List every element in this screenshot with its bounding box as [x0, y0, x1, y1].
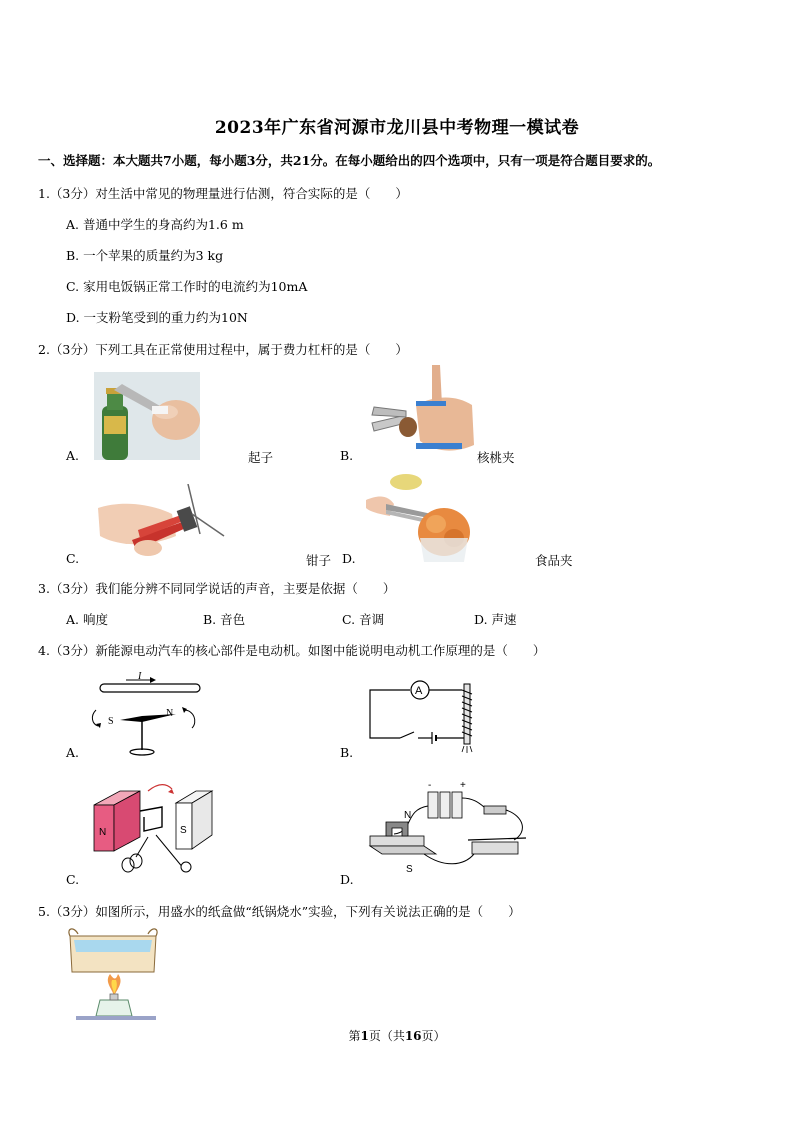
footer-total-pages: 16	[404, 1029, 422, 1043]
footer-prefix: 第	[348, 1029, 361, 1043]
magnet-n-label: N	[99, 827, 107, 838]
question-1-option-a: A. 普通中学生的身高约为1.6 m	[66, 217, 244, 232]
question-2-caption-b: 核桃夹	[477, 450, 515, 465]
question-2-caption-c: 钳子	[306, 553, 332, 568]
compass-s-label: S	[108, 716, 114, 727]
bottle-opener-image	[94, 372, 200, 460]
question-2-option-d: D.	[342, 551, 356, 566]
question-2-stem: 2.（3分）下列工具在正常使用过程中，属于费力杠杆的是（ ）	[38, 342, 408, 357]
ammeter-label: A	[415, 685, 423, 697]
nutcracker-image	[366, 365, 478, 461]
compass-n-label: N	[166, 708, 174, 719]
oersted-experiment-figure	[86, 670, 208, 762]
question-1-option-c: C. 家用电饭锅正常工作时的电流约为10mA	[66, 279, 308, 294]
section-heading: 一、选择题：本大题共7小题，每小题3分，共21分。在每小题给出的四个选项中，只有一项是符合题目要求的。	[38, 153, 661, 168]
question-3-option-b: B. 音色	[203, 612, 246, 627]
footer-page-number: 1	[360, 1029, 369, 1043]
battery-minus-label: -	[428, 780, 432, 791]
question-2-option-c: C.	[66, 551, 80, 566]
generator-figure	[92, 777, 218, 877]
paper-pot-boiling-figure	[66, 926, 162, 1026]
motor-circuit-figure	[364, 776, 534, 880]
question-4-option-a: A.	[66, 745, 80, 760]
question-1-option-b: B. 一个苹果的质量约为3 kg	[66, 248, 224, 263]
page-footer	[0, 1027, 794, 1044]
question-4-option-d: D.	[340, 872, 354, 887]
food-tongs-image	[366, 472, 478, 562]
footer-suffix: 页）	[421, 1029, 446, 1043]
question-4-stem: 4.（3分）新能源电动汽车的核心部件是电动机。如图中能说明电动机工作原理的是（ ）	[38, 643, 546, 658]
question-1-option-d: D. 一支粉笔受到的重力约为10N	[66, 310, 248, 325]
question-4-option-c: C.	[66, 872, 80, 887]
page-title: 2023年广东省河源市龙川县中考物理一模试卷	[214, 118, 580, 138]
question-3-option-c: C. 音调	[342, 612, 385, 627]
question-2-option-b: B.	[340, 448, 354, 463]
battery-plus-label: +	[460, 780, 466, 791]
motor-n-label: N	[404, 810, 412, 821]
electromagnet-circuit-figure	[366, 680, 482, 756]
footer-mid: 页（共	[368, 1029, 405, 1043]
question-4-option-b: B.	[340, 745, 354, 760]
question-3-stem: 3.（3分）我们能分辨不同同学说话的声音，主要是依据（ ）	[38, 581, 396, 596]
magnet-s-label: S	[180, 825, 187, 836]
pliers-image	[92, 484, 226, 562]
question-3-option-a: A. 响度	[66, 612, 108, 627]
question-2-option-a: A.	[66, 448, 80, 463]
question-2-caption-a: 起子	[248, 450, 274, 465]
question-1-stem: 1.（3分）对生活中常见的物理量进行估测，符合实际的是（ ）	[38, 186, 408, 201]
question-3-option-d: D. 声速	[474, 612, 517, 627]
question-2-caption-d: 食品夹	[535, 553, 573, 568]
motor-s-label: S	[406, 864, 413, 875]
question-5-stem: 5.（3分）如图所示，用盛水的纸盒做“纸锅烧水”实验，下列有关说法正确的是（ ）	[38, 904, 521, 919]
current-label: I	[138, 671, 142, 682]
